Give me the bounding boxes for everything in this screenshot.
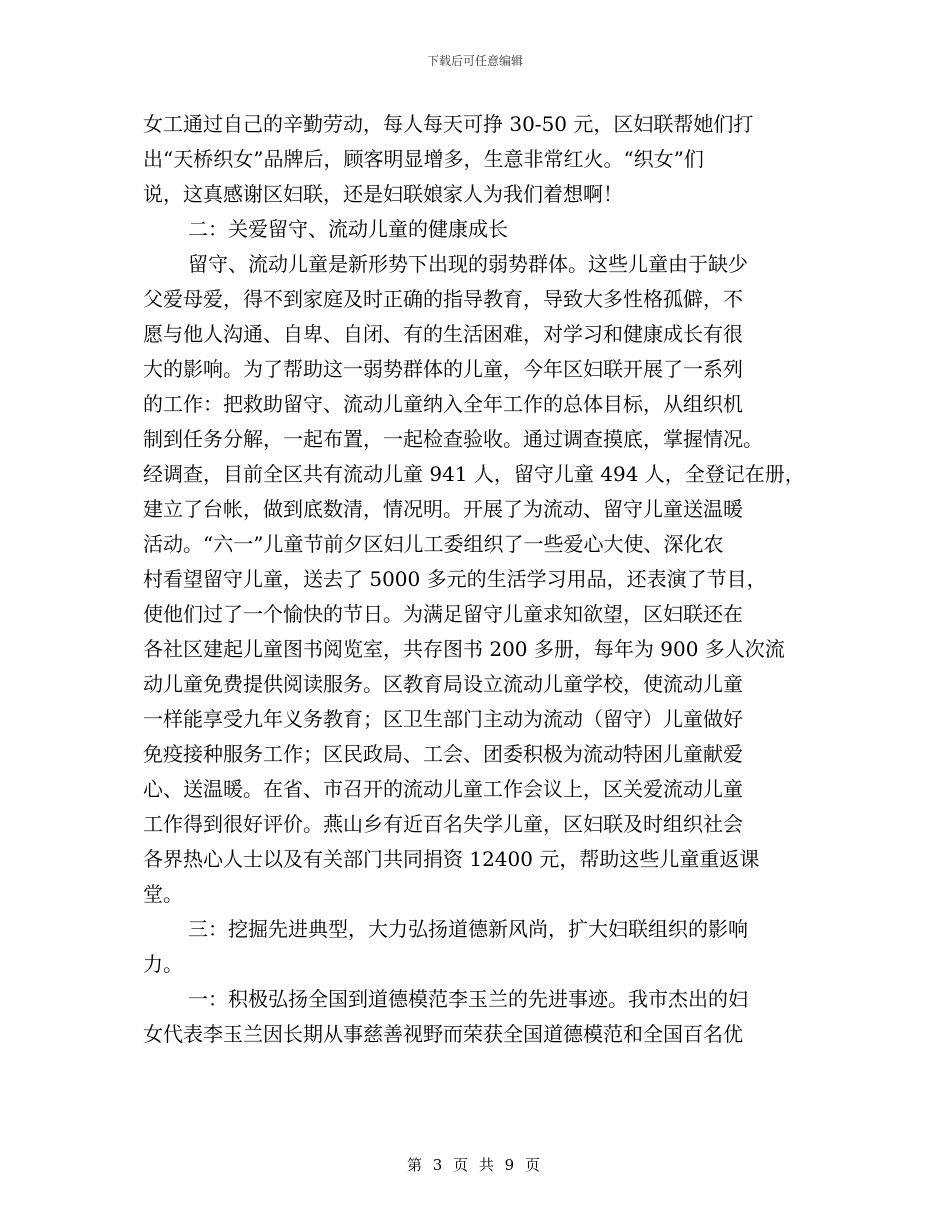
- text-line: 大的影响。为了帮助这一弱势群体的儿童，今年区妇联开展了一系列: [143, 357, 743, 381]
- text-line: 建立了台帐，做到底数清，情况明。开展了为流动、留守儿童送温暖: [143, 497, 743, 521]
- text-line: 经调查，目前全区共有流动儿童 941 人，留守儿童 494 人，全登记在册，: [143, 462, 805, 486]
- text-line: 女工通过自己的辛勤劳动，每人每天可挣 30-50 元，区妇联帮她们打: [143, 112, 754, 136]
- text-line: 留守、流动儿童是新形势下出现的弱势群体。这些儿童由于缺少: [188, 252, 748, 276]
- text-line: 力。: [143, 952, 183, 976]
- text-line: 动儿童免费提供阅读服务。区教育局设立流动儿童学校，使流动儿童: [143, 672, 743, 696]
- text-line: 堂。: [143, 882, 183, 906]
- page-number: 第 3 页 共 9 页: [407, 1156, 543, 1174]
- text-line: 各界热心人士以及有关部门共同捐资 12400 元，帮助这些儿童重返课: [143, 847, 760, 871]
- text-line: 说，这真感谢区妇联，还是妇联娘家人为我们着想啊！: [143, 182, 623, 206]
- text-line: 活动。“六一”儿童节前夕区妇儿工委组织了一些爱心大使、深化农: [143, 532, 724, 556]
- document-body: [143, 107, 823, 1052]
- text-line: 心、送温暖。在省、市召开的流动儿童工作会议上，区关爱流动儿童: [143, 777, 743, 801]
- text-line: 一：积极弘扬全国到道德模范李玉兰的先进事迹。我市杰出的妇: [188, 987, 748, 1011]
- text-line: 使他们过了一个愉快的节日。为满足留守儿童求知欲望，区妇联还在: [143, 602, 743, 626]
- section-heading: 三：挖掘先进典型，大力弘扬道德新风尚，扩大妇联组织的影响: [188, 917, 748, 941]
- text-line: 的工作：把救助留守、流动儿童纳入全年工作的总体目标，从组织机: [143, 392, 743, 416]
- text-line: 村看望留守儿童，送去了 5000 多元的生活学习用品，还表演了节目，: [143, 567, 767, 591]
- text-line: 出“天桥织女”品牌后，顾客明显增多，生意非常红火。“织女”们: [143, 147, 704, 171]
- page-header: 下载后可任意编辑: [426, 54, 523, 68]
- text-line: 父爱母爱，得不到家庭及时正确的指导教育，导致大多性格孤僻，不: [143, 287, 743, 311]
- text-line: 一样能享受九年义务教育；区卫生部门主动为流动（留守）儿童做好: [143, 707, 743, 731]
- text-line: 各社区建起儿童图书阅览室，共存图书 200 多册，每年为 900 多人次流: [143, 637, 785, 661]
- text-line: 制到任务分解，一起布置，一起检查验收。通过调查摸底，掌握情况。: [143, 427, 763, 451]
- text-line: 工作得到很好评价。燕山乡有近百名失学儿童，区妇联及时组织社会: [143, 812, 743, 836]
- section-heading: 二：关爱留守、流动儿童的健康成长: [188, 217, 508, 241]
- text-line: 女代表李玉兰因长期从事慈善视野而荣获全国道德模范和全国百名优: [143, 1022, 743, 1046]
- text-line: 愿与他人沟通、自卑、自闭、有的生活困难，对学习和健康成长有很: [143, 322, 743, 346]
- text-line: 免疫接种服务工作；区民政局、工会、团委积极为流动特困儿童献爱: [143, 742, 743, 766]
